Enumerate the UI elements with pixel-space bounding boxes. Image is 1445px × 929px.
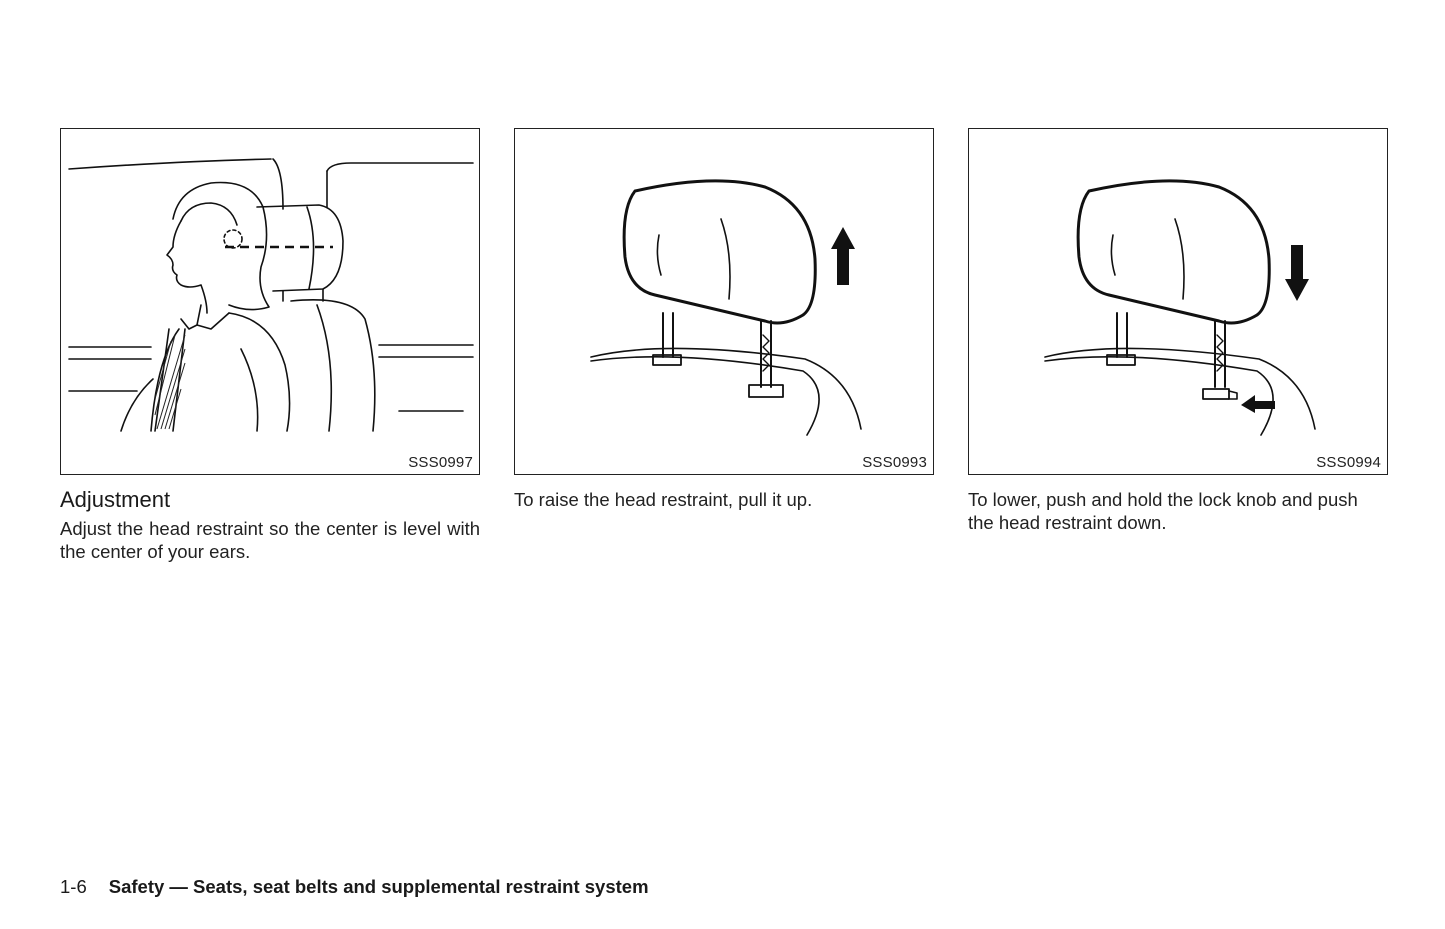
figure-code: SSS0993 [862,454,927,471]
figure-head-restraint-adjustment [60,128,480,475]
section-heading: Adjustment [60,487,171,512]
column-lower [968,128,1388,534]
figure-code: SSS0994 [1316,454,1381,471]
lower-text: To lower, push and hold the lock knob and push the head restraint down. [968,489,1358,533]
illustration-headrest-lower [969,129,1388,475]
column-raise [514,128,934,511]
adjustment-text: Adjust the head restraint so the center is level with the center of your ears. [60,518,480,562]
illustration-person-seated [61,129,480,475]
column-adjustment [60,128,480,563]
page-footer [60,876,649,898]
page-number: 1-6 [60,876,87,897]
figure-head-restraint-raise [514,128,934,475]
raise-text: To raise the head restraint, pull it up. [514,489,813,510]
illustration-headrest-raise [515,129,934,475]
figure-code: SSS0997 [408,454,473,471]
section-title: Safety — Seats, seat belts and supplemental restraint system [108,876,649,897]
figure-head-restraint-lower [968,128,1388,475]
